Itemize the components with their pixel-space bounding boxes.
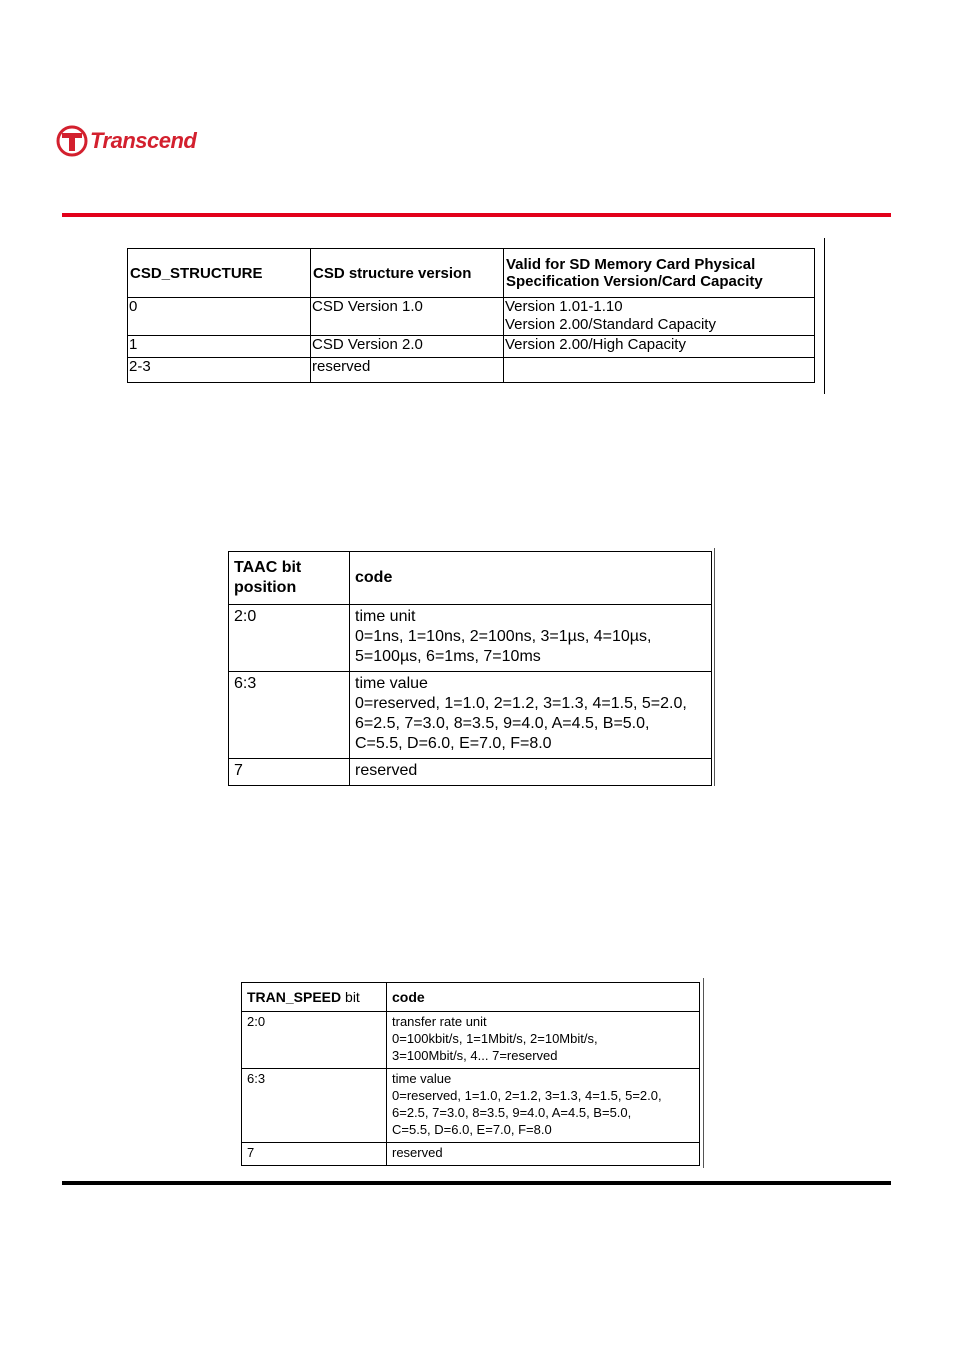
table-row — [229, 759, 712, 786]
table-cell: 2:0 — [229, 605, 350, 672]
table-cell — [387, 1069, 700, 1143]
table-cell — [350, 759, 712, 786]
table-cell — [350, 672, 712, 759]
cell-line: 0=1ns, 1=10ns, 2=100ns, 3=1µs, 4=10µs, — [355, 628, 652, 645]
cell-line: time unit — [355, 608, 416, 625]
cell-line: reserved — [355, 762, 418, 779]
table-row — [128, 298, 815, 336]
cell-line: time value — [355, 675, 428, 692]
table-cell: 0 — [128, 298, 311, 336]
table-row — [242, 1012, 700, 1069]
cell-line: Version 1.01-1.10 — [505, 298, 623, 315]
cell-line: 5=100µs, 6=1ms, 7=10ms — [355, 648, 541, 665]
page-edge-line — [824, 238, 825, 394]
cell-line: C=5.5, D=6.0, E=7.0, F=8.0 — [392, 1122, 552, 1137]
table-cell — [350, 605, 712, 672]
table-cell: CSD Version 1.0 — [311, 298, 504, 336]
cell-line: 6=2.5, 7=3.0, 8=3.5, 9=4.0, A=4.5, B=5.0, — [392, 1105, 632, 1120]
table-cell: 2:0 — [242, 1012, 387, 1069]
table-edge-line — [703, 978, 704, 1168]
table-cell: 6:3 — [242, 1069, 387, 1143]
table-row — [128, 358, 815, 383]
csd-structure-table — [127, 248, 815, 383]
table-cell: CSD Version 2.0 — [311, 336, 504, 358]
taac-table — [228, 551, 712, 786]
table-row — [242, 1069, 700, 1143]
table-row — [229, 605, 712, 672]
tran-speed-table — [241, 982, 700, 1166]
cell-line: 0=reserved, 1=1.0, 2=1.2, 3=1.3, 4=1.5, 5=2.0, — [392, 1088, 662, 1103]
column-header: Valid for SD Memory Card Physical Specification Version/Card Capacity — [504, 249, 815, 298]
table-header-row — [242, 983, 700, 1012]
table-header-row — [229, 552, 712, 605]
cell-line: transfer rate unit — [392, 1014, 487, 1029]
header-line: TAAC bit — [234, 559, 302, 576]
cell-line: Version 2.00/High Capacity — [505, 336, 686, 353]
cell-line: 0=100kbit/s, 1=1Mbit/s, 2=10Mbit/s, — [392, 1031, 598, 1046]
table-cell: 6:3 — [229, 672, 350, 759]
cell-line: reserved — [392, 1145, 443, 1160]
cell-line: 0=reserved, 1=1.0, 2=1.2, 3=1.3, 4=1.5, 5=2.0, — [355, 695, 687, 712]
header-bold: TRAN_SPEED — [247, 988, 342, 1005]
table-cell — [387, 1012, 700, 1069]
brand-name: Transcend — [90, 128, 197, 153]
header-normal: bit — [341, 988, 360, 1005]
footer-rule — [62, 1181, 891, 1185]
brand-logo — [56, 125, 196, 157]
cell-line: time value — [392, 1071, 452, 1086]
column-header: CSD_STRUCTURE — [128, 249, 311, 298]
table-cell — [504, 298, 815, 336]
table-cell — [504, 336, 815, 358]
cell-line: C=5.5, D=6.0, E=7.0, F=8.0 — [355, 735, 552, 752]
table-row — [128, 336, 815, 358]
table-cell — [387, 1143, 700, 1166]
table-cell: 2-3 — [128, 358, 311, 383]
table-row — [229, 672, 712, 759]
table-edge-line — [714, 548, 715, 786]
table-header-row — [128, 249, 815, 298]
cell-line: Version 2.00/Standard Capacity — [505, 316, 716, 333]
header-line: position — [234, 579, 297, 596]
table-cell: 1 — [128, 336, 311, 358]
cell-line: 3=100Mbit/s, 4... 7=reserved — [392, 1048, 558, 1063]
cell-line: 6=2.5, 7=3.0, 8=3.5, 9=4.0, A=4.5, B=5.0, — [355, 715, 650, 732]
column-header: code — [387, 983, 700, 1012]
transcend-logo-icon — [56, 125, 88, 157]
column-header: CSD structure version — [311, 249, 504, 298]
column-header — [229, 552, 350, 605]
header-rule — [62, 213, 891, 217]
column-header — [242, 983, 387, 1012]
table-cell: 7 — [229, 759, 350, 786]
table-cell: reserved — [311, 358, 504, 383]
column-header: code — [350, 552, 712, 605]
table-cell: 7 — [242, 1143, 387, 1166]
table-cell — [504, 358, 815, 383]
table-row — [242, 1143, 700, 1166]
